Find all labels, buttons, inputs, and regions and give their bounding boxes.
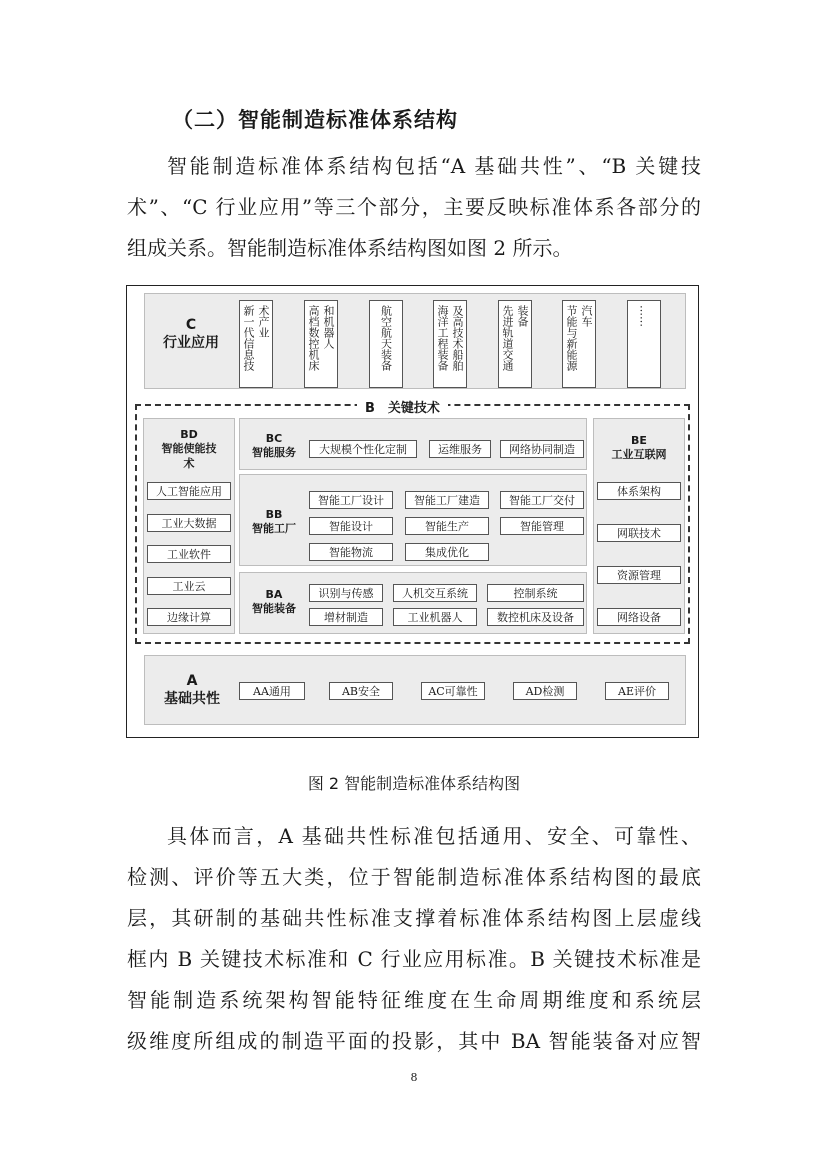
bb-item: 智能设计 — [309, 517, 393, 535]
bd-item: 工业软件 — [147, 545, 231, 563]
ba-label: BA 智能装备 — [252, 588, 296, 616]
section-heading: （二）智能制造标准体系结构 — [172, 108, 458, 132]
be-item: 网络设备 — [597, 608, 681, 626]
figure-caption: 图 2 智能制造标准体系结构图 — [307, 774, 521, 793]
intro-paragraph — [127, 146, 701, 269]
a-label: A 基础共性 — [164, 673, 220, 708]
c-column-item: 新一代信息技 术产业 — [239, 300, 273, 388]
be-item: 体系架构 — [597, 482, 681, 500]
bb-item: 智能工厂交付 — [500, 491, 584, 509]
bb-item: 智能工厂建造 — [405, 491, 489, 509]
bc-item: 运维服务 — [429, 440, 491, 458]
ba-item: 工业机器人 — [393, 608, 477, 626]
b-title: B 关键技术 — [357, 397, 448, 416]
bc-label: BC 智能服务 — [252, 432, 296, 460]
ba-item: 识别与传感 — [309, 584, 383, 602]
be-label: BE 工业互联网 — [611, 434, 667, 462]
a-item: AD检测 — [513, 682, 577, 700]
be-item: 网联技术 — [597, 524, 681, 542]
ba-item: 数控机床及设备 — [487, 608, 584, 626]
text-line: 框内 B 关键技术标准和 C 行业应用标准。B 关键技术标准是 — [127, 947, 701, 971]
ba-item: 人机交互系统 — [393, 584, 477, 602]
text-line: 智能制造标准体系结构包括“A 基础共性”、“B 关键技 — [167, 154, 701, 178]
bd-item: 工业大数据 — [147, 514, 231, 532]
text-line: 具体而言，A 基础共性标准包括通用、安全、可靠性、 — [167, 824, 701, 848]
bd-item: 工业云 — [147, 577, 231, 595]
text-line: 级维度所组成的制造平面的投影，其中 BA 智能装备对应智 — [127, 1029, 701, 1053]
a-item: AB安全 — [329, 682, 393, 700]
a-item: AA通用 — [239, 682, 305, 700]
bb-item: 智能工厂设计 — [309, 491, 393, 509]
page-number: 8 — [410, 1071, 418, 1084]
bc-item: 网络协同制造 — [500, 440, 584, 458]
bd-item: 人工智能应用 — [147, 482, 231, 500]
bc-item: 大规模个性化定制 — [309, 440, 417, 458]
a-item: AC可靠性 — [421, 682, 485, 700]
text-line: 智能制造系统架构智能特征维度在生命周期维度和系统层 — [127, 988, 701, 1012]
text-line: 检测、评价等五大类，位于智能制造标准体系结构图的最底 — [127, 865, 701, 889]
a-item: AE评价 — [605, 682, 669, 700]
c-column-item: …… — [627, 300, 661, 388]
text-line: 组成关系。智能制造标准体系结构图如图 2 所示。 — [127, 236, 573, 260]
c-column-item: 先进轨道交通 装备 — [498, 300, 532, 388]
c-column-item: 海洋工程装备 及高技术船舶 — [433, 300, 467, 388]
c-column-item: 航空航天装备 — [369, 300, 403, 388]
text-line: 层，其研制的基础共性标准支撑着标准体系结构图上层虚线 — [127, 906, 701, 930]
c-label: C 行业应用 — [163, 317, 219, 352]
body-paragraph — [127, 816, 701, 1062]
bb-item: 智能生产 — [405, 517, 489, 535]
be-item: 资源管理 — [597, 566, 681, 584]
bb-item: 智能管理 — [500, 517, 584, 535]
ba-item: 增材制造 — [309, 608, 383, 626]
text-line: 术”、“C 行业应用”等三个部分，主要反映标准体系各部分的 — [127, 195, 701, 219]
bb-label: BB 智能工厂 — [252, 508, 296, 536]
bd-label: BD 智能使能技术 — [161, 428, 217, 470]
standard-system-diagram — [126, 285, 699, 738]
c-column-item: 节能与新能源 汽车 — [562, 300, 596, 388]
c-column-item: 高档数控机床 和机器人 — [304, 300, 338, 388]
bb-item: 智能物流 — [309, 543, 393, 561]
bb-item: 集成优化 — [405, 543, 489, 561]
ba-item: 控制系统 — [487, 584, 584, 602]
bd-item: 边缘计算 — [147, 608, 231, 626]
